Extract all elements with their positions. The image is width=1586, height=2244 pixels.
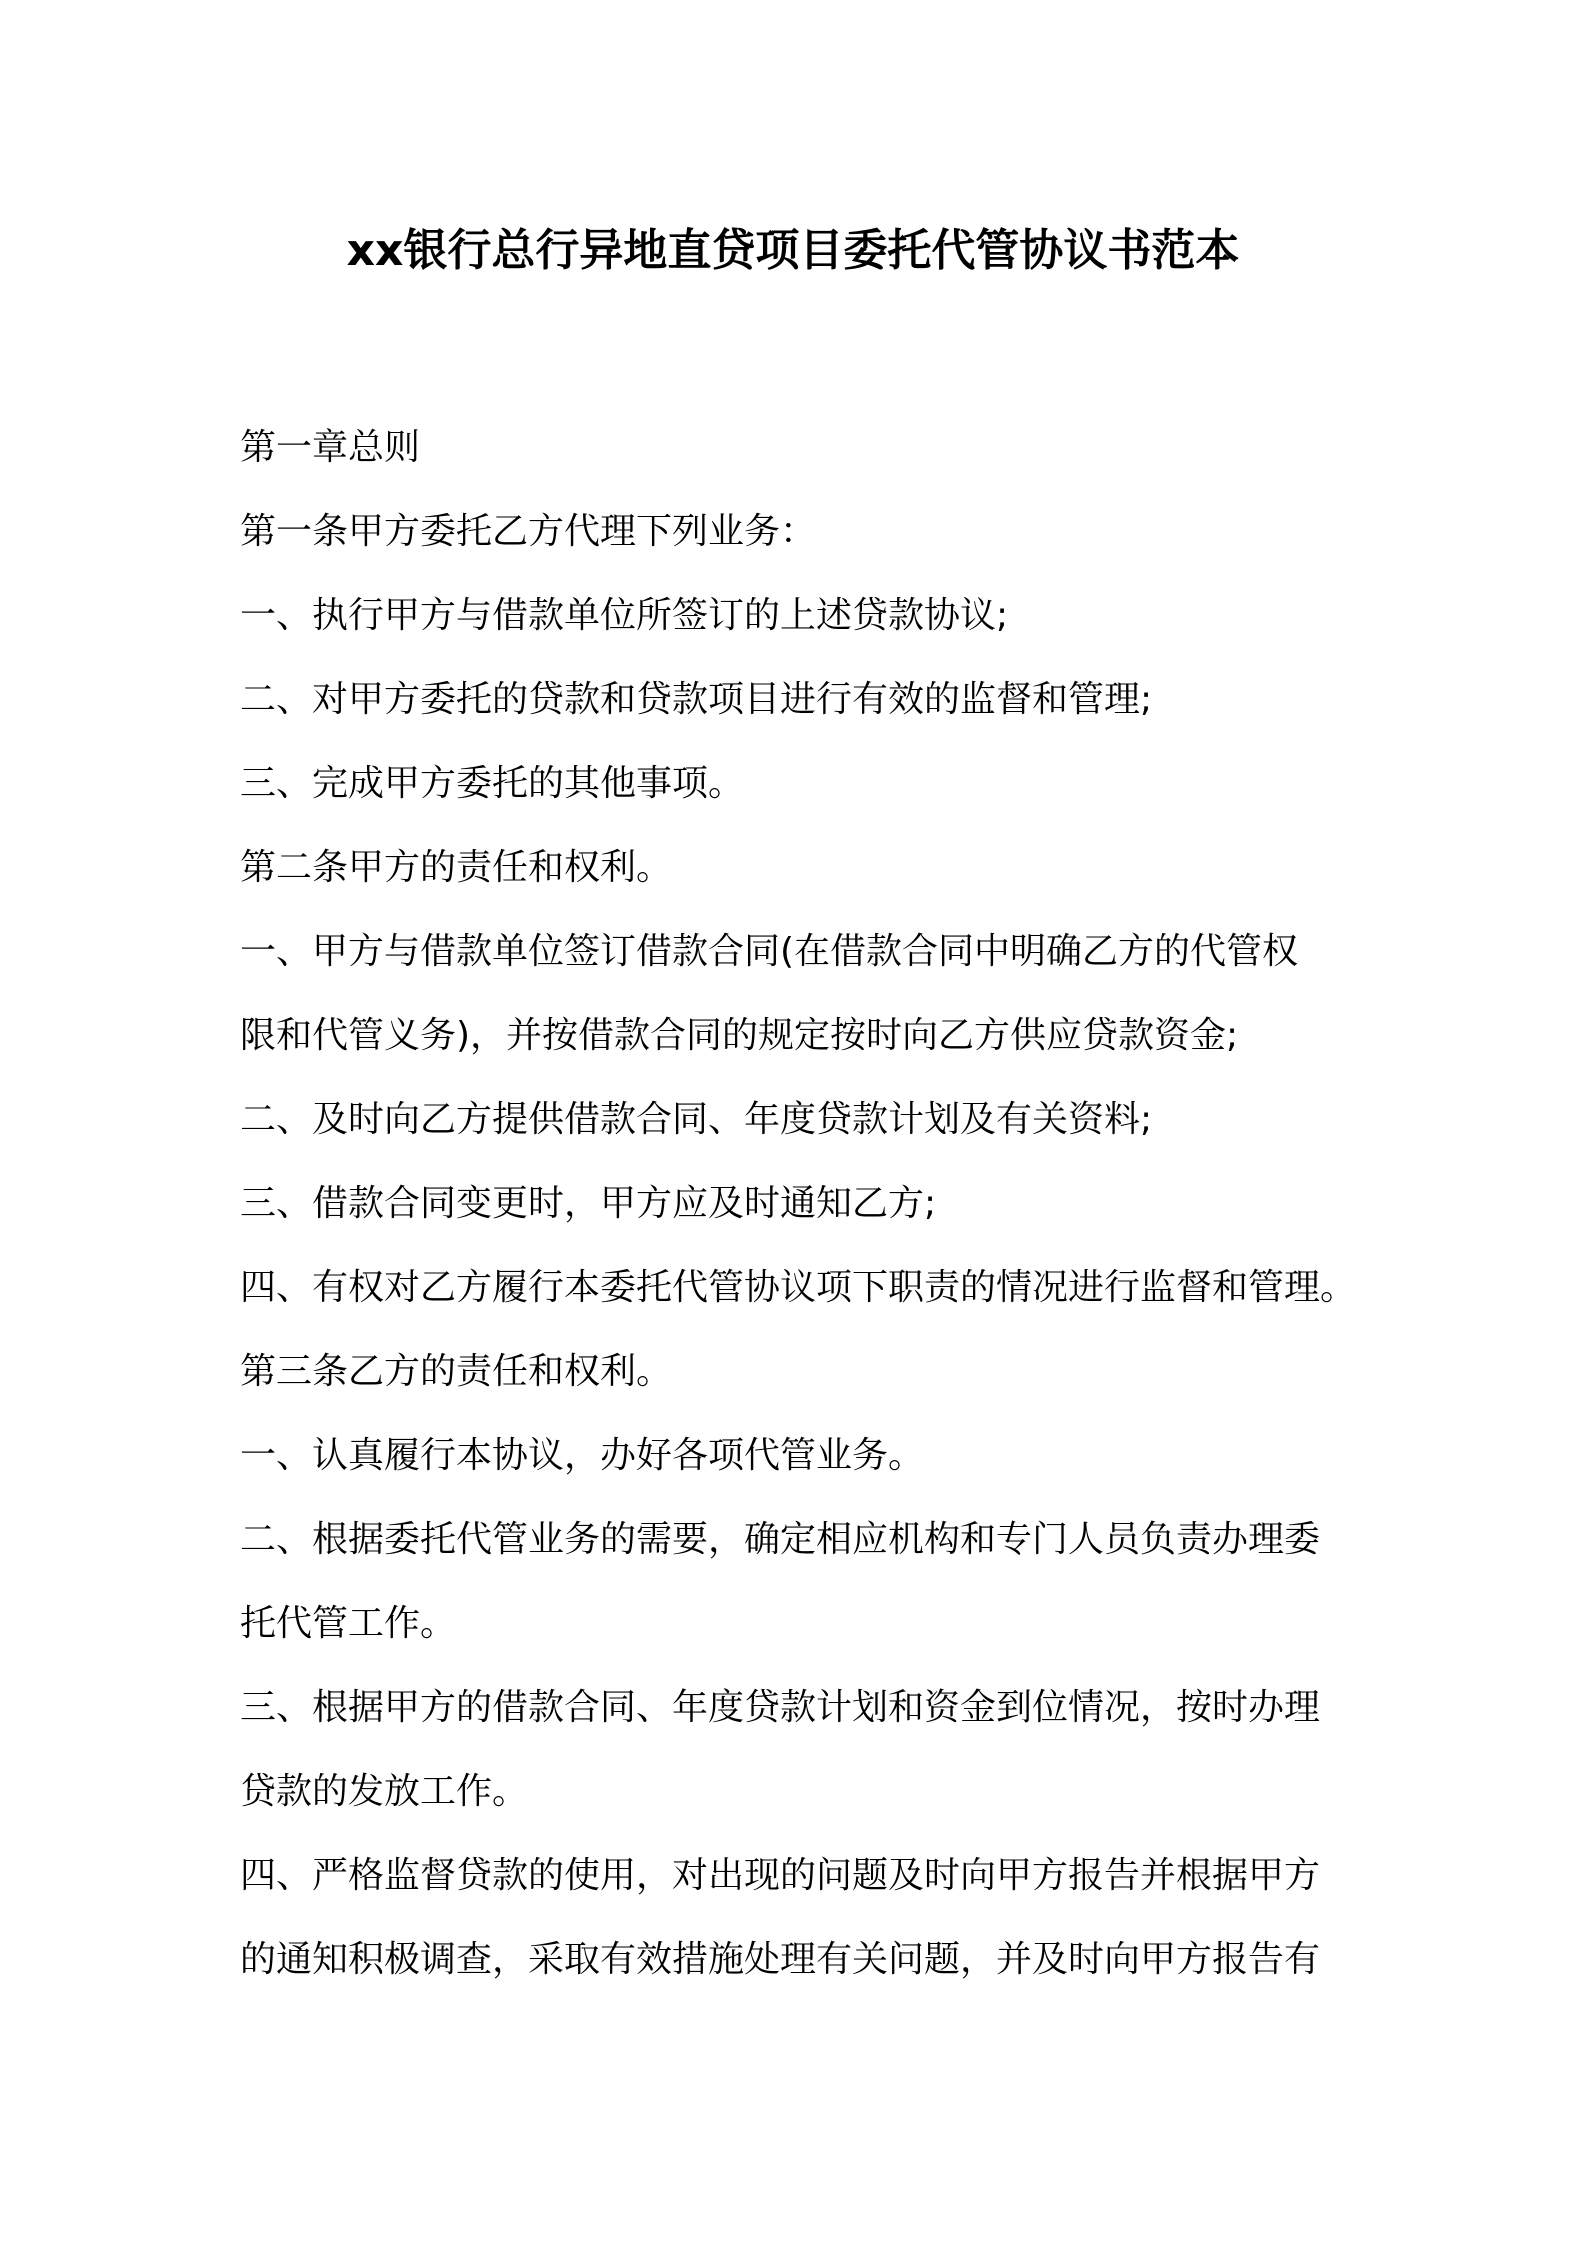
paragraph-line: 限和代管义务)，并按借款合同的规定按时向乙方供应贷款资金;: [240, 1015, 1239, 1056]
document-title: xx银行总行异地直贷项目委托代管协议书范本: [346, 225, 1240, 276]
paragraph-line: 三、借款合同变更时，甲方应及时通知乙方;: [240, 1183, 937, 1224]
paragraph-line: 四、严格监督贷款的使用，对出现的问题及时向甲方报告并根据甲方: [240, 1855, 1321, 1896]
paragraph-line: 一、认真履行本协议，办好各项代管业务。: [240, 1435, 925, 1476]
article-heading: 第三条乙方的责任和权利。: [240, 1351, 673, 1392]
article-heading: 第二条甲方的责任和权利。: [240, 847, 673, 888]
paragraph-line: 四、有权对乙方履行本委托代管协议项下职责的情况进行监督和管理。: [240, 1267, 1357, 1308]
paragraph-line: 一、甲方与借款单位签订借款合同(在借款合同中明确乙方的代管权: [240, 931, 1299, 972]
document-body: [240, 406, 1400, 2002]
paragraph-line: 托代管工作。: [240, 1603, 457, 1644]
paragraph-line: 二、对甲方委托的贷款和贷款项目进行有效的监督和管理;: [240, 679, 1153, 720]
paragraph-line: 二、根据委托代管业务的需要，确定相应机构和专门人员负责办理委: [240, 1519, 1321, 1560]
chapter-heading: 第一章总则: [240, 427, 421, 468]
paragraph-line: 贷款的发放工作。: [240, 1771, 529, 1812]
paragraph-line: 三、完成甲方委托的其他事项。: [240, 763, 745, 804]
paragraph-line: 的通知积极调查，采取有效措施处理有关问题，并及时向甲方报告有: [240, 1939, 1321, 1980]
paragraph-line: 一、执行甲方与借款单位所签订的上述贷款协议;: [240, 595, 1009, 636]
article-heading: 第一条甲方委托乙方代理下列业务：: [240, 511, 817, 552]
paragraph-line: 三、根据甲方的借款合同、年度贷款计划和资金到位情况，按时办理: [240, 1687, 1321, 1728]
paragraph-line: 二、及时向乙方提供借款合同、年度贷款计划及有关资料;: [240, 1099, 1153, 1140]
